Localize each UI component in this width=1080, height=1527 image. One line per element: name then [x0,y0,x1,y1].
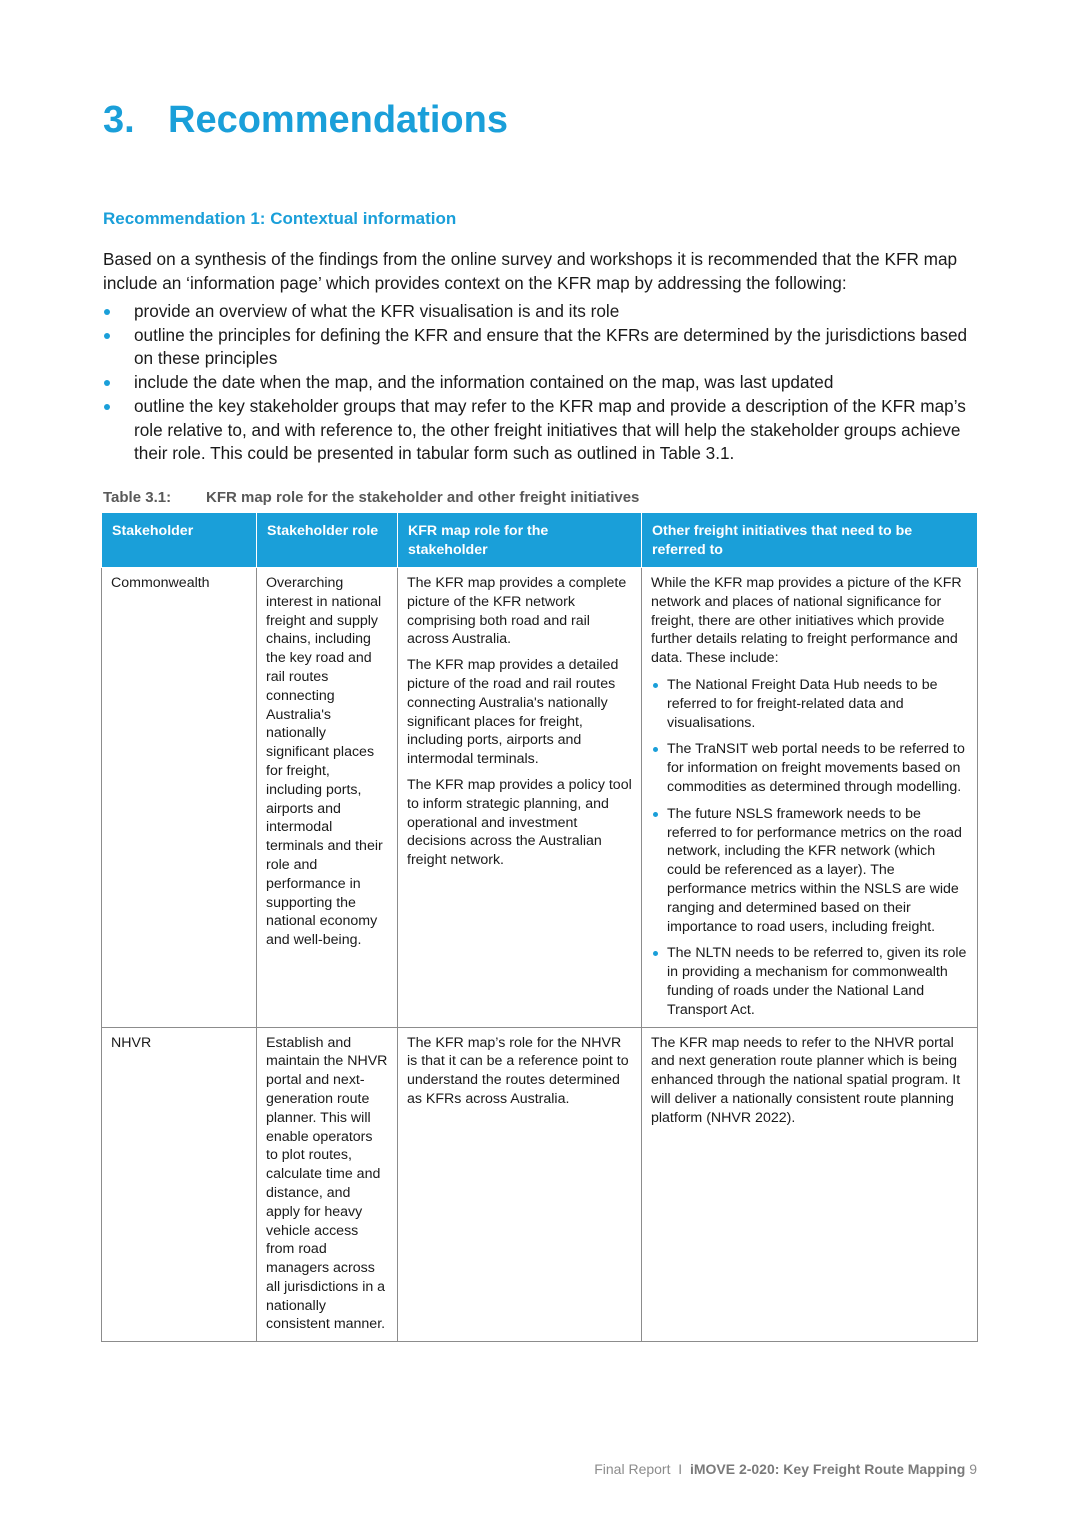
cell-stakeholder: Commonwealth [102,568,257,1028]
cell-paragraph: The KFR map provides a policy tool to inform strategic planning, and operational and investment decisions across the Australian freight network. [407,776,632,869]
list-item [103,395,983,466]
footer-report-label: Final Report [594,1461,671,1477]
bullet-icon [653,951,658,956]
bullet-text: The National Freight Data Hub needs to be referred to for freight-related data and visualisations. [667,676,938,731]
bullet-text: outline the key stakeholder groups that may refer to the KFR map and provide a description of the KFR map’s role relative to, and with reference to, the other freight initiatives that will help the stakeholder groups achieve their role. This could be presented in tabular form such as outlined in Table 3.1. [134,395,966,464]
list-item [103,371,983,395]
table-header-row [102,513,978,568]
stakeholder-table [101,512,978,1342]
footer-document-title: iMOVE 2-020: Key Freight Route Mapping [689,1461,966,1477]
cell-paragraph: While the KFR map provides a picture of the KFR network and places of national significance for freight, there are other initiatives which provide further details relating to freight performance and data. These include: [651,575,962,667]
list-item [103,324,983,371]
table-caption-text: KFR map role for the stakeholder and other freight initiatives [206,489,640,506]
recommendation-title: Recommendation 1: Contextual information [103,209,457,228]
cell-paragraph: The KFR map provides a complete picture of the KFR network comprising both road and rail across Australia. [407,575,627,648]
bullet-icon [653,683,658,688]
initiative-list [651,676,968,1020]
section-heading [103,98,508,144]
cell-kfr-map-role [398,568,642,1028]
bullet-text: The TraNSIT web portal needs to be referred to for information on freight movements based on commodities as determined through modelling. [667,741,965,795]
table-row [102,568,978,1028]
cell-stakeholder-role: Establish and maintain the NHVR portal and next-generation route planner. This will enable operators to plot routes, calculate time and distance, and apply for heavy vehicle access from road managers across all jurisdictions in a nationally consistent manner. [257,1027,398,1342]
bullet-text: provide an overview of what the KFR visualisation is and its role [134,301,620,321]
column-header-kfr-map-role: KFR map role for the stakeholder [398,513,642,568]
cell-paragraph: The KFR map provides a detailed picture of the road and rail routes connecting Australia's nationally significant places for freight, including ports, airports and intermodal terminals. [407,657,619,768]
cell-stakeholder: NHVR [102,1027,257,1342]
bullet-icon [104,380,110,386]
recommendation-intro: Based on a synthesis of the findings from the online survey and workshops it is recommended that the KFR map include an ‘information page’ which provides context on the KFR map by addressing the following: [103,249,958,293]
bullet-text: include the date when the map, and the information contained on the map, was last updated [134,372,834,393]
cell-kfr-map-role: The KFR map’s role for the NHVR is that it can be a reference point to understand the routes determined as KFRs across Australia. [398,1027,642,1342]
cell-stakeholder-role: Overarching interest in national freight and supply chains, including the key road and rail routes connecting Australia's nationally significant places for freight, including ports, airports and intermodal terminals and their role and performance in supporting the national economy and well-being. [257,568,398,1028]
bullet-text: The future NSLS framework needs to be referred to for performance metrics on the road network, including the KFR network (which could be referenced as a layer). The performance metrics within the NSLS are wide ranging and determined based on their importance to road users, including freight. [667,805,962,935]
cell-other-initiatives [642,568,978,1028]
page-footer [594,1461,977,1477]
list-item [103,300,983,324]
footer-separator: I [678,1461,683,1477]
section-number: 3. [103,99,135,141]
bullet-icon [653,812,658,817]
list-item [651,944,968,1019]
cell-other-initiatives: The KFR map needs to refer to the NHVR portal and next generation route planner which is being enhanced through the national spatial program. It will deliver a nationally consistent route planning platform (NHVR 2022). [642,1027,978,1342]
column-header-stakeholder: Stakeholder [102,513,257,568]
bullet-icon [104,333,110,339]
list-item [651,676,968,732]
column-header-stakeholder-role: Stakeholder role [257,513,398,568]
table-row [102,1027,978,1342]
table-caption-label: Table 3.1: [103,489,172,506]
table-caption [103,489,639,506]
bullet-text: outline the principles for defining the KFR and ensure that the KFRs are determined by the jurisdictions based on these principles [134,324,968,369]
page-number: 9 [969,1461,977,1477]
column-header-other-initiatives: Other freight initiatives that need to be referred to [642,513,978,568]
list-item [651,740,968,796]
list-item [651,805,968,937]
recommendation-bullet-list [103,300,983,466]
bullet-icon [104,309,110,315]
section-title: Recommendations [168,99,508,141]
bullet-icon [104,404,110,410]
bullet-text: The NLTN needs to be referred to, given its role in providing a mechanism for commonwealth funding of roads under the National Land Transport Act. [667,945,967,1018]
bullet-icon [653,747,658,752]
